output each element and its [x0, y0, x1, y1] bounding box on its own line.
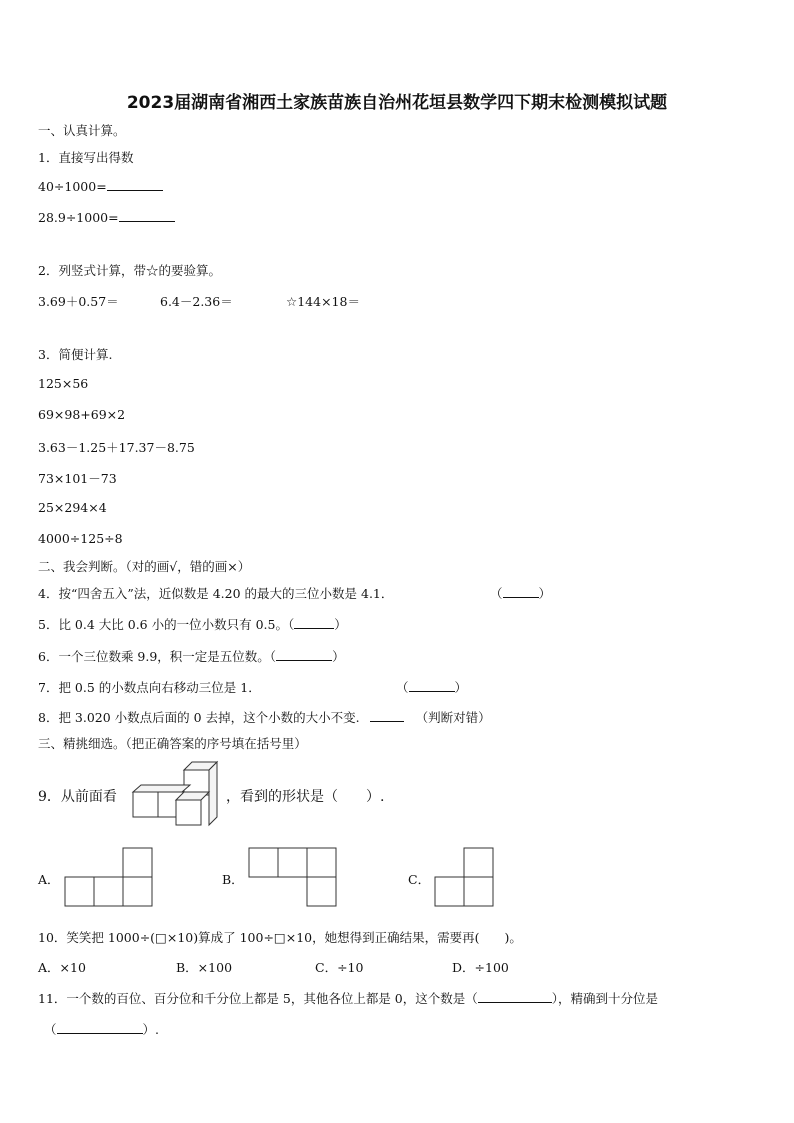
cube-top-face	[133, 785, 190, 792]
square	[123, 877, 152, 906]
paren-close: ）.	[142, 1022, 159, 1037]
q9-option-b-label[interactable]: B．	[222, 872, 244, 887]
q9-option-b-figure[interactable]	[246, 846, 338, 908]
cube-face	[133, 792, 158, 817]
q6	[38, 647, 345, 665]
q3-item-3: 3.63－1.25＋17.37－8.75	[38, 440, 195, 455]
q1-label: 1．直接写出得数	[38, 150, 134, 165]
square	[94, 877, 123, 906]
q11-text: 11．一个数的百位、百分位和千分位上都是 5，其他各位上都是 0，这个数是（	[38, 991, 478, 1006]
paren-close: ）	[538, 586, 552, 601]
q9-option-a-label[interactable]: A．	[38, 872, 60, 887]
paren-open: （	[44, 1022, 57, 1037]
q3-label: 3．简便计算.	[38, 347, 113, 362]
q1-item-a	[38, 178, 163, 194]
section-2-header: 二、我会判断。（对的画√，错的画×）	[38, 559, 251, 574]
q6-text: 6．一个三位数乘 9.9，积一定是五位数。（	[38, 649, 277, 664]
square	[123, 848, 152, 877]
cube-side-face	[209, 762, 217, 825]
answer-blank[interactable]	[107, 178, 163, 191]
q2-item-b: 6.4－2.36＝	[160, 294, 233, 309]
square	[464, 848, 493, 877]
page-title: 2023届湖南省湘西土家族苗族自治州花垣县数学四下期末检测模拟试题	[126, 93, 668, 113]
q11-line-2	[44, 1020, 159, 1038]
q3-item-5: 25×294×4	[38, 500, 107, 515]
q1-item-b-text: 28.9÷1000=	[38, 210, 119, 225]
q1-item-b	[38, 209, 175, 225]
q3-item-1: 125×56	[38, 376, 89, 391]
square	[464, 877, 493, 906]
q3-item-2: 69×98+69×2	[38, 407, 126, 422]
q1-item-a-text: 40÷1000=	[38, 179, 107, 194]
paren-close: ）	[334, 617, 347, 632]
cube-face	[184, 770, 209, 795]
q8-text: 8．把 3.020 小数点后面的 0 去掉，这个小数的大小不变.	[38, 710, 360, 725]
q10-option-a[interactable]: A．×10	[38, 960, 86, 975]
q11-line-1	[38, 989, 658, 1007]
paren-close: ）	[454, 680, 468, 695]
answer-blank[interactable]	[276, 648, 332, 661]
q3-item-4: 73×101－73	[38, 471, 117, 486]
q7-text: 7．把 0.5 的小数点向右移动三位是 1．	[38, 680, 261, 695]
section-1-header: 一、认真计算。	[38, 123, 126, 138]
q9-pre: 9．从前面看	[38, 789, 117, 805]
answer-blank[interactable]	[119, 209, 175, 222]
paren-open: （	[490, 586, 503, 601]
q3-item-6: 4000÷125÷8	[38, 531, 123, 546]
square	[249, 848, 278, 877]
answer-blank[interactable]	[409, 679, 455, 692]
q4-answer[interactable]	[490, 584, 551, 602]
q9-option-c-label[interactable]: C．	[408, 872, 431, 887]
q9-option-c-figure[interactable]	[432, 846, 496, 908]
q10-option-d[interactable]: D．÷100	[452, 960, 509, 975]
q2-label: 2．列竖式计算，带☆的要验算。	[38, 263, 221, 278]
q10-text: 10．笑笑把 1000÷(□×10)算成了 100÷□×10，她想得到正确结果，需要再( )。	[38, 930, 522, 945]
q10-option-b[interactable]: B．×100	[176, 960, 233, 975]
answer-blank[interactable]	[294, 616, 334, 629]
paren-close: ）	[332, 649, 345, 664]
q5	[38, 615, 347, 633]
answer-blank[interactable]	[370, 709, 404, 722]
section-3-header: 三、精挑细选。（把正确答案的序号填在括号里）	[38, 736, 307, 751]
square	[307, 848, 336, 877]
cube-face	[176, 800, 201, 825]
answer-blank[interactable]	[503, 585, 539, 598]
paren-open: （	[396, 680, 409, 695]
q10-option-c[interactable]: C．÷10	[315, 960, 364, 975]
answer-blank[interactable]	[57, 1021, 143, 1034]
q9-post: ，看到的形状是（ ）.	[226, 789, 385, 805]
square	[307, 877, 336, 906]
answer-blank[interactable]	[478, 990, 552, 1003]
q8-suffix: （判断对错）	[415, 710, 491, 725]
q11-mid: ），精确到十分位是	[551, 991, 659, 1006]
q2-item-a: 3.69＋0.57＝	[38, 294, 119, 309]
q9-cube-stack-figure	[130, 758, 222, 830]
q9-option-a-figure[interactable]	[62, 846, 154, 908]
square	[278, 848, 307, 877]
q5-text: 5．比 0.4 大比 0.6 小的一位小数只有 0.5。（	[38, 617, 295, 632]
square	[65, 877, 94, 906]
square	[435, 877, 464, 906]
q2-item-c: ☆144×18＝	[286, 294, 360, 309]
q4-text: 4．按“四舍五入”法，近似数是 4.20 的最大的三位小数是 4.1．	[38, 586, 394, 601]
q7-answer[interactable]	[396, 678, 467, 696]
q8	[38, 708, 491, 726]
